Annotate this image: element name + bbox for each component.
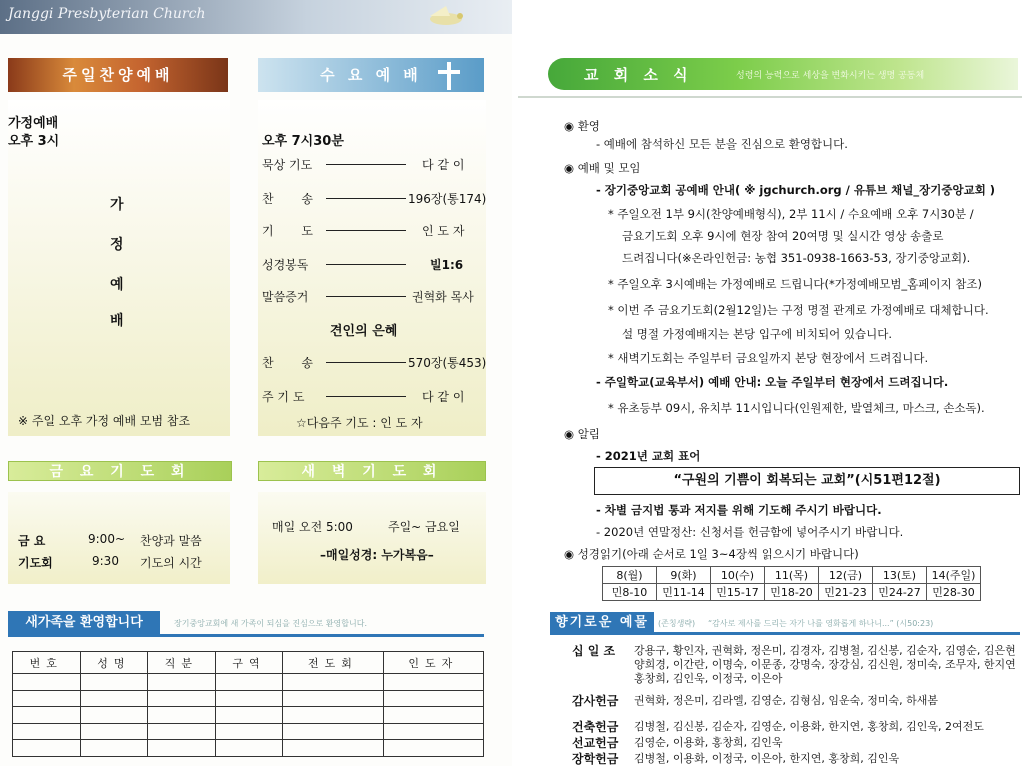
divider	[550, 632, 1020, 635]
order-value: 570장(통453)	[408, 356, 487, 370]
dove-icon	[420, 4, 468, 30]
building-label: 건축헌금	[572, 720, 619, 734]
table-row	[13, 707, 484, 724]
dawn-time: 매일 오전 5:00	[272, 520, 353, 534]
welcome-text: - 예배에 참석하신 모든 분을 진심으로 환영합니다.	[596, 137, 848, 151]
divider	[326, 396, 406, 397]
church-news-heading	[548, 58, 1018, 90]
notice-item: - 2020년 연말정산: 신청서를 헌금함에 넣어주시기 바랍니다.	[596, 525, 904, 539]
new-family-heading: 새가족을 환영합니다	[8, 611, 160, 635]
passage-cell: 민21-23	[819, 584, 873, 601]
table-row	[13, 690, 484, 707]
day-cell: 9(화)	[657, 567, 711, 584]
news-item: * 이번 주 금요기도회(2월12일)는 구정 명절 관계로 가정예배로 대체합니다.	[608, 303, 989, 317]
day-cell: 12(금)	[819, 567, 873, 584]
offering-tag: (존칭생략)	[658, 619, 696, 628]
building-names: 김병철, 김신봉, 김순자, 김영순, 이용화, 한지연, 홍창희, 김인욱, 2여전도	[634, 720, 984, 733]
daily-bible: –매일성경: 누가복음–	[320, 548, 434, 562]
passage-cell: 민15-17	[711, 584, 765, 601]
table-row	[13, 723, 484, 740]
next-week-prayer: ☆다음주 기도 : 인 도 자	[296, 416, 423, 430]
divider	[326, 296, 406, 297]
cross-icon	[436, 62, 462, 90]
order-value: 다 같 이	[422, 390, 465, 404]
order-label: 말씀증거	[262, 290, 309, 304]
wednesday-time: 오후 7시30분	[262, 134, 344, 149]
new-family-note: 장기중앙교회에 새 가족이 되심을 진심으로 환영합니다.	[174, 619, 367, 628]
notice-heading: ◉ 알림	[564, 427, 600, 441]
church-news-title: 교 회 소 식	[584, 66, 693, 84]
day-cell: 10(수)	[711, 567, 765, 584]
friday-time: 9:30	[92, 554, 119, 568]
order-value: 빌1:6	[430, 258, 464, 272]
vertical-char: 배	[110, 313, 124, 329]
order-label: 찬 송	[262, 356, 325, 370]
news-item: * 새벽기도회는 주일부터 금요일까지 본당 현장에서 드려집니다.	[608, 351, 929, 365]
day-cell: 14(주일)	[927, 567, 981, 584]
mission-label: 선교헌금	[572, 736, 619, 750]
dawn-prayer-heading: 새 벽 기 도 회	[258, 461, 486, 481]
order-label: 주 기 도	[262, 390, 305, 404]
passage-cell: 민28-30	[927, 584, 981, 601]
order-label: 성경봉독	[262, 258, 309, 272]
column-header: 인도자	[383, 652, 483, 674]
sunday-worship-heading: 주일찬양예배	[8, 58, 228, 92]
news-item: - 주일학교(교육부서) 예배 안내: 오늘 주일부터 현장에서 드려집니다.	[596, 375, 949, 389]
tithe-label: 십 일 조	[572, 644, 616, 658]
news-item: * 유초등부 09시, 유치부 11시입니다(인원제한, 발열체크, 마스크, 손소독).	[608, 401, 985, 415]
order-value: 다 같 이	[422, 158, 465, 172]
wednesday-worship-heading: 수 요 예 배	[258, 58, 484, 92]
day-cell: 13(토)	[873, 567, 927, 584]
friday-time: 9:00~	[88, 532, 126, 546]
news-item: * 주일오전 1부 9시(찬양예배형식), 2부 11시 / 수요예배 오후 7시30분 /	[608, 207, 974, 221]
notice-item: - 차별 금지법 통과 저지를 위해 기도해 주시기 바랍니다.	[596, 503, 882, 517]
tithe-names: 홍창희, 김인욱, 이정국, 이은아	[634, 672, 783, 685]
vertical-char: 가	[110, 197, 124, 213]
worship-heading: ◉ 예배 및 모임	[564, 161, 641, 175]
friday-desc: 찬양과 말씀	[140, 534, 202, 548]
motto-label: - 2021년 교회 표어	[596, 449, 701, 463]
divider	[8, 634, 484, 637]
tithe-names: 양희경, 이간란, 이명숙, 이문종, 강명숙, 장강심, 김신원, 정미숙, 조무자, 한지연	[634, 658, 1016, 671]
table-row	[13, 740, 484, 757]
church-news-subtitle: 성령의 능력으로 세상을 변화시키는 생명 공동체	[736, 71, 925, 81]
column-header: 직분	[148, 652, 216, 674]
dawn-panel	[258, 492, 486, 584]
left-page	[0, 0, 512, 766]
vertical-char: 정	[110, 237, 124, 253]
new-family-table	[12, 651, 484, 757]
header-bar	[0, 0, 512, 34]
bible-reading-table	[602, 566, 981, 601]
scholarship-label: 장학헌금	[572, 752, 619, 766]
divider	[518, 96, 1022, 98]
column-header: 구역	[215, 652, 283, 674]
order-value: 권혁화 목사	[412, 290, 474, 304]
day-cell: 11(목)	[765, 567, 819, 584]
divider	[326, 230, 406, 231]
wednesday-panel	[258, 100, 486, 436]
news-item: 설 명절 가정예배지는 본당 입구에 비치되어 있습니다.	[622, 327, 892, 341]
column-header: 성명	[80, 652, 148, 674]
divider	[326, 264, 406, 265]
offering-heading: 향기로운 예물	[550, 612, 654, 634]
offering-quote: “감사로 제사를 드리는 자가 나를 영화롭게 하나니...” (시50:23)	[708, 619, 934, 628]
order-label: 기 도	[262, 224, 325, 238]
dawn-days: 주일~ 금요일	[388, 520, 460, 534]
friday-desc: 기도의 시간	[140, 556, 202, 570]
scholarship-names: 김병철, 이용화, 이정국, 이은아, 한지연, 홍창희, 김인욱	[634, 752, 900, 765]
order-value: 196장(통174)	[408, 192, 487, 206]
divider	[326, 362, 406, 363]
news-item: 드려집니다(※온라인헌금: 농협 351-0938-1663-53, 장기중앙교회).	[622, 251, 971, 265]
welcome-heading: ◉ 환영	[564, 119, 600, 133]
column-header: 번호	[13, 652, 81, 674]
tithe-names: 강용구, 황인자, 권혁화, 정은미, 김경자, 김병철, 김신봉, 김순자, 김영순, 김은현	[634, 644, 1016, 657]
sunday-panel	[8, 100, 230, 436]
church-title: Janggi Presbyterian Church	[8, 6, 206, 22]
bible-reading-heading: ◉ 성경읽기(아래 순서로 1일 3~4장씩 읽으시기 바랍니다)	[564, 547, 859, 561]
passage-cell: 민8-10	[603, 584, 657, 601]
column-header: 전도회	[283, 652, 383, 674]
friday-panel	[8, 492, 230, 584]
divider	[326, 198, 406, 199]
order-label: 찬 송	[262, 192, 325, 206]
news-item: 금요기도회 오후 9시에 현장 참여 20여명 및 실시간 영상 송출로	[622, 229, 944, 243]
thanks-label: 감사헌금	[572, 694, 619, 708]
order-label: 묵상 기도	[262, 158, 313, 172]
sunday-note: ※ 주일 오후 가정 예배 모범 참조	[18, 414, 191, 428]
passage-cell: 민24-27	[873, 584, 927, 601]
news-item: * 주일오후 3시예배는 가정예배로 드립니다(*가정예배모범_홈페이지 참조)	[608, 277, 982, 291]
news-item: - 장기중앙교회 공예배 안내( ※ jgchurch.org / 유튜브 채널_장기중앙교회 )	[596, 183, 996, 197]
sermon-title: 견인의 은혜	[330, 324, 398, 339]
passage-cell: 민11-14	[657, 584, 711, 601]
thanks-names: 권혁화, 정은미, 김라엘, 김영순, 김형심, 임운숙, 정미숙, 하새봄	[634, 694, 938, 707]
day-cell: 8(월)	[603, 567, 657, 584]
friday-prayer-heading: 금 요 기 도 회	[8, 461, 232, 481]
vertical-char: 예	[110, 277, 124, 293]
friday-label: 금 요	[18, 534, 46, 548]
friday-label: 기도회	[18, 556, 53, 570]
divider	[326, 164, 406, 165]
church-motto: “구원의 기쁨이 회복되는 교회”(시51편12절)	[594, 467, 1020, 495]
sunday-line2: 오후 3시	[8, 134, 60, 149]
passage-cell: 민18-20	[765, 584, 819, 601]
sunday-line1: 가정예배	[8, 116, 59, 131]
table-row	[13, 674, 484, 691]
mission-names: 김영순, 이용화, 홍창희, 김인욱	[634, 736, 783, 749]
order-value: 인 도 자	[422, 224, 465, 238]
